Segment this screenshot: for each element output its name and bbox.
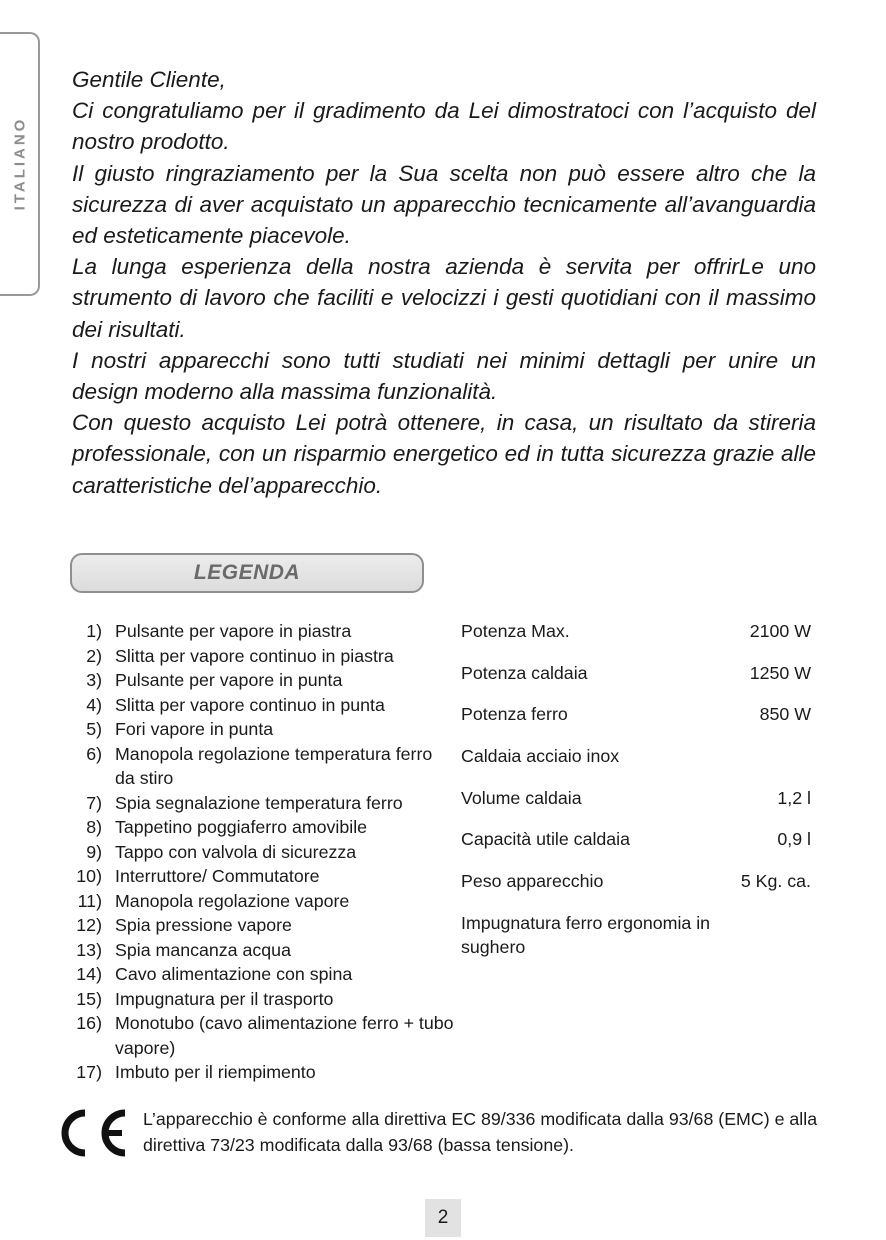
legend-item-text: Tappo con valvola di sicurezza: [115, 841, 357, 862]
legend-item: [64, 938, 454, 963]
legend-item-text: Pulsante per vapore in punta: [115, 670, 343, 690]
compliance-statement: L’apparecchio è conforme alla direttiva EC 89/336 modificata dalla 93/68 (EMC) e alla direttiva 73/23 modificata dalla 93/68 (bassa tensione).: [143, 1109, 818, 1155]
legend-item-text: Interruttore/ Commutatore: [115, 866, 320, 886]
legend-item: [64, 619, 454, 644]
legend-item-number: 16): [76, 1013, 102, 1033]
intro-paragraph: Con questo acquisto Lei potrà ottenere, in casa, un risultato da stireria professionale, con un risparmio energetico ed in tutta sicurezza grazie alle caratteristiche del’apparecchio.: [72, 410, 816, 498]
legend-item-number: 17): [76, 1062, 102, 1082]
legend-item: [64, 889, 454, 914]
intro-paragraph: I nostri apparecchi sono tutti studiati nei minimi dettagli per unire un design moderno alla massima funzionalità.: [72, 347, 816, 405]
legend-item: [64, 1011, 454, 1060]
language-label: ITALIANO: [11, 116, 29, 210]
intro-paragraph: La lunga esperienza della nostra azienda è servita per offrirLe uno strumento di lavoro che faciliti e velocizzi i gesti quotidiani con il massimo dei risultati.: [72, 254, 816, 342]
spec-row: [461, 661, 811, 686]
legend-item-text: Cavo alimentazione con spina: [115, 964, 353, 984]
spec-row: [461, 619, 811, 644]
legend-item: [64, 742, 454, 791]
spec-value: 850 W: [759, 704, 811, 725]
legend-item-text: Manopola regolazione temperatura ferro da stiro: [115, 743, 433, 788]
legend-item-number: 2): [86, 645, 102, 666]
spec-label: Caldaia acciaio inox: [461, 746, 620, 767]
legend-item-text: Imbuto per il riempimento: [115, 1062, 316, 1082]
spec-label: Peso apparecchio: [461, 871, 604, 892]
legend-item-number: 5): [86, 719, 102, 739]
legend-heading-box: [70, 553, 424, 593]
legend-item-number: 9): [86, 841, 102, 862]
legend-item-number: 10): [76, 866, 102, 886]
spec-value: 0,9 l: [777, 829, 811, 850]
legend-item: [64, 987, 454, 1012]
spec-row: [461, 744, 811, 769]
spec-label: Potenza ferro: [461, 704, 568, 725]
spec-value: 1250 W: [749, 662, 811, 683]
spec-value: 1,2 l: [777, 787, 811, 808]
spec-label: Potenza caldaia: [461, 662, 588, 683]
intro-letter: [72, 64, 816, 501]
spec-row: [461, 702, 811, 727]
intro-paragraph: Il giusto ringraziamento per la Sua scelta non può essere altro che la sicurezza di aver acquistato un apparecchio tecnicamente all’avanguardia ed esteticamente piacevole.: [72, 160, 816, 249]
legend-item-text: Manopola regolazione vapore: [115, 890, 350, 911]
spec-label: Impugnatura ferro ergonomia in sughero: [461, 912, 711, 958]
legend-item-number: 3): [86, 670, 102, 690]
legend-item: [64, 668, 454, 693]
legend-item-number: 8): [86, 817, 102, 837]
legend-item: [64, 644, 454, 669]
legend-item-number: 11): [77, 890, 102, 911]
legend-item: [64, 791, 454, 816]
legend-heading: LEGENDA: [193, 561, 301, 584]
intro-greeting: Gentile Cliente,: [72, 67, 226, 92]
legend-item-text: Spia mancanza acqua: [115, 939, 291, 960]
legend-item-number: 4): [86, 694, 102, 715]
spec-row: [461, 827, 811, 852]
legend-item-text: Spia pressione vapore: [115, 915, 292, 935]
page-number: 2: [425, 1199, 461, 1237]
legend-item-text: Slitta per vapore continuo in punta: [115, 694, 385, 715]
legend-item-text: Pulsante per vapore in piastra: [115, 621, 352, 641]
legend-item: [64, 693, 454, 718]
spec-row: [461, 869, 811, 894]
spec-label: Potenza Max.: [461, 621, 570, 641]
legend-item: [64, 815, 454, 840]
legend-item: [64, 962, 454, 987]
legend-item: [64, 864, 454, 889]
legend-item: [64, 717, 454, 742]
legend-item-number: 12): [76, 915, 102, 935]
spec-value: 5 Kg. ca.: [740, 871, 811, 892]
language-tab-label: [8, 106, 32, 220]
legend-item-text: Fori vapore in punta: [115, 719, 274, 739]
legend-item-number: 15): [76, 988, 102, 1009]
legend-item-text: Spia segnalazione temperatura ferro: [115, 792, 403, 813]
legend-item-number: 13): [76, 939, 102, 960]
legend-item-number: 7): [86, 792, 102, 813]
legend-item: [64, 840, 454, 865]
parts-legend-list: [64, 619, 454, 1085]
spec-row: [461, 786, 811, 811]
legend-item-number: 14): [76, 964, 102, 984]
intro-paragraph: Ci congratuliamo per il gradimento da Lei dimostratoci con l’acquisto del nostro prodotto.: [72, 98, 816, 155]
legend-item: [64, 913, 454, 938]
legend-item-text: Impugnatura per il trasporto: [115, 988, 334, 1009]
spec-label: Volume caldaia: [461, 787, 582, 808]
technical-specs: [461, 619, 811, 977]
spec-label: Capacità utile caldaia: [461, 829, 631, 850]
legend-item-number: 6): [86, 743, 102, 764]
legend-item-text: Monotubo (cavo alimentazione ferro + tubo vapore): [115, 1013, 454, 1058]
legend-item-text: Slitta per vapore continuo in piastra: [115, 645, 394, 666]
ce-mark-icon: [58, 1108, 130, 1158]
legend-item: [64, 1060, 454, 1085]
legend-item-text: Tappetino poggiaferro amovibile: [115, 817, 368, 837]
spec-value: 2100 W: [749, 621, 811, 641]
spec-row: [461, 911, 751, 960]
legend-item-number: 1): [86, 621, 102, 641]
